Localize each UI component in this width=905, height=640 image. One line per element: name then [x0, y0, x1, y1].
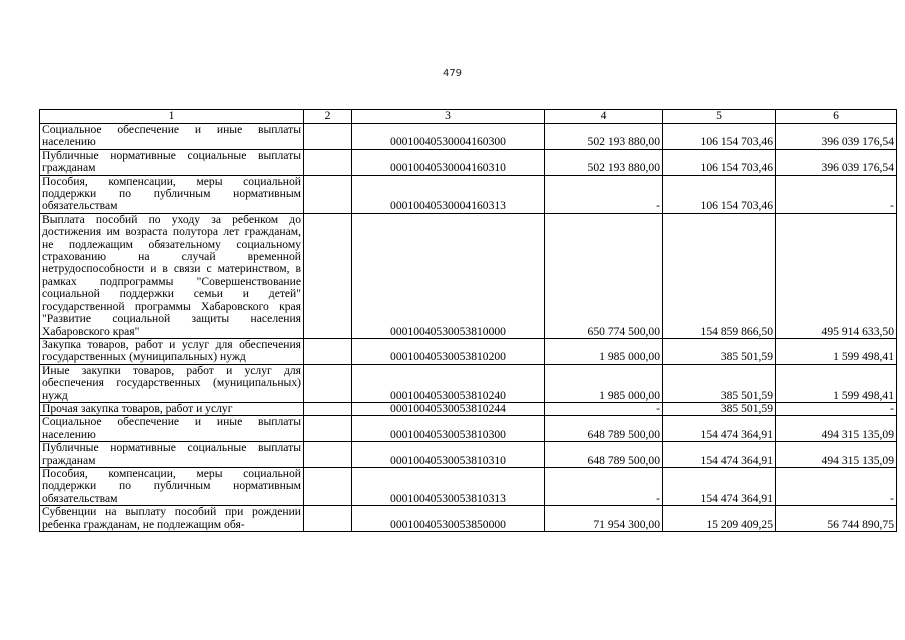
table-row	[40, 124, 897, 150]
row-col2-cell	[304, 506, 352, 532]
row-name-cell: Субвенции на выплату пособий при рождении ребенка гражданам, не подлежащим обя-	[40, 506, 304, 532]
table-row	[40, 213, 897, 338]
row-planned-cell: 650 774 500,00	[545, 213, 663, 338]
row-remaining-cell: 1 599 498,41	[776, 364, 897, 402]
budget-table	[39, 109, 897, 532]
row-executed-cell: 154 474 364,91	[663, 442, 776, 468]
row-remaining-cell: 396 039 176,54	[776, 124, 897, 150]
row-col2-cell	[304, 467, 352, 505]
table-row	[40, 442, 897, 468]
row-executed-cell: 106 154 703,46	[663, 149, 776, 175]
row-code-cell: 00010040530053810244	[352, 402, 545, 415]
row-remaining-cell: 494 315 135,09	[776, 416, 897, 442]
column-header: 1	[40, 110, 304, 124]
row-remaining-cell: 495 914 633,50	[776, 213, 897, 338]
row-planned-cell: 71 954 300,00	[545, 506, 663, 532]
row-remaining-cell: -	[776, 467, 897, 505]
row-planned-cell: -	[545, 175, 663, 213]
row-executed-cell: 15 209 409,25	[663, 506, 776, 532]
row-name-cell: Публичные нормативные социальные выплаты гражданам	[40, 149, 304, 175]
row-col2-cell	[304, 124, 352, 150]
row-code-cell: 00010040530053810310	[352, 442, 545, 468]
row-code-cell: 00010040530004160300	[352, 124, 545, 150]
row-col2-cell	[304, 442, 352, 468]
row-name-cell: Пособия, компенсации, меры социальной поддержки по публичным нормативным обязательствам	[40, 467, 304, 505]
row-col2-cell	[304, 338, 352, 364]
row-remaining-cell: 1 599 498,41	[776, 338, 897, 364]
row-remaining-cell: 56 744 890,75	[776, 506, 897, 532]
row-col2-cell	[304, 175, 352, 213]
row-name-cell: Выплата пособий по уходу за ребенком до достижения им возраста полутора лет гражданам, не подлежащим обязательному социальному страхованию на случай временной нетрудоспособности и в связи с материнством, в рамках подпрограммы "Совершенствование социальной поддержки семьи и детей" государственной программы Хабаровского края "Развитие социальной защиты населения Хабаровского края"	[40, 213, 304, 338]
row-planned-cell: 1 985 000,00	[545, 338, 663, 364]
row-col2-cell	[304, 416, 352, 442]
row-code-cell: 00010040530053810313	[352, 467, 545, 505]
row-planned-cell: 502 193 880,00	[545, 149, 663, 175]
table-row	[40, 416, 897, 442]
row-code-cell: 00010040530053810000	[352, 213, 545, 338]
row-executed-cell: 154 474 364,91	[663, 467, 776, 505]
row-remaining-cell: 396 039 176,54	[776, 149, 897, 175]
row-planned-cell: -	[545, 402, 663, 415]
row-remaining-cell: -	[776, 402, 897, 415]
row-remaining-cell: 494 315 135,09	[776, 442, 897, 468]
row-planned-cell: 1 985 000,00	[545, 364, 663, 402]
row-col2-cell	[304, 213, 352, 338]
row-planned-cell: 648 789 500,00	[545, 416, 663, 442]
row-code-cell: 00010040530004160313	[352, 175, 545, 213]
column-header: 6	[776, 110, 897, 124]
row-executed-cell: 154 474 364,91	[663, 416, 776, 442]
column-header: 5	[663, 110, 776, 124]
row-planned-cell: 648 789 500,00	[545, 442, 663, 468]
row-executed-cell: 385 501,59	[663, 364, 776, 402]
row-name-cell: Закупка товаров, работ и услуг для обеспечения государственных (муниципальных) нужд	[40, 338, 304, 364]
table-row	[40, 338, 897, 364]
table-row	[40, 149, 897, 175]
table-header-row	[40, 110, 897, 124]
row-col2-cell	[304, 402, 352, 415]
row-planned-cell: 502 193 880,00	[545, 124, 663, 150]
row-name-cell: Публичные нормативные социальные выплаты гражданам	[40, 442, 304, 468]
row-code-cell: 00010040530053810300	[352, 416, 545, 442]
row-name-cell: Пособия, компенсации, меры социальной поддержки по публичным нормативным обязательствам	[40, 175, 304, 213]
table-row	[40, 364, 897, 402]
table-row	[40, 506, 897, 532]
row-executed-cell: 385 501,59	[663, 338, 776, 364]
column-header: 2	[304, 110, 352, 124]
row-executed-cell: 106 154 703,46	[663, 124, 776, 150]
row-name-cell: Социальное обеспечение и иные выплаты населению	[40, 124, 304, 150]
row-executed-cell: 385 501,59	[663, 402, 776, 415]
row-planned-cell: -	[545, 467, 663, 505]
row-code-cell: 00010040530053810240	[352, 364, 545, 402]
row-name-cell: Иные закупки товаров, работ и услуг для обеспечения государственных (муниципальных) нужд	[40, 364, 304, 402]
table-row	[40, 402, 897, 415]
table-row	[40, 467, 897, 505]
page-number: 479	[442, 68, 463, 79]
row-code-cell: 00010040530053810200	[352, 338, 545, 364]
row-remaining-cell: -	[776, 175, 897, 213]
row-code-cell: 00010040530053850000	[352, 506, 545, 532]
row-name-cell: Прочая закупка товаров, работ и услуг	[40, 402, 304, 415]
row-executed-cell: 154 859 866,50	[663, 213, 776, 338]
table-row	[40, 175, 897, 213]
row-executed-cell: 106 154 703,46	[663, 175, 776, 213]
row-name-cell: Социальное обеспечение и иные выплаты населению	[40, 416, 304, 442]
row-code-cell: 00010040530004160310	[352, 149, 545, 175]
row-col2-cell	[304, 364, 352, 402]
column-header: 3	[352, 110, 545, 124]
column-header: 4	[545, 110, 663, 124]
row-col2-cell	[304, 149, 352, 175]
